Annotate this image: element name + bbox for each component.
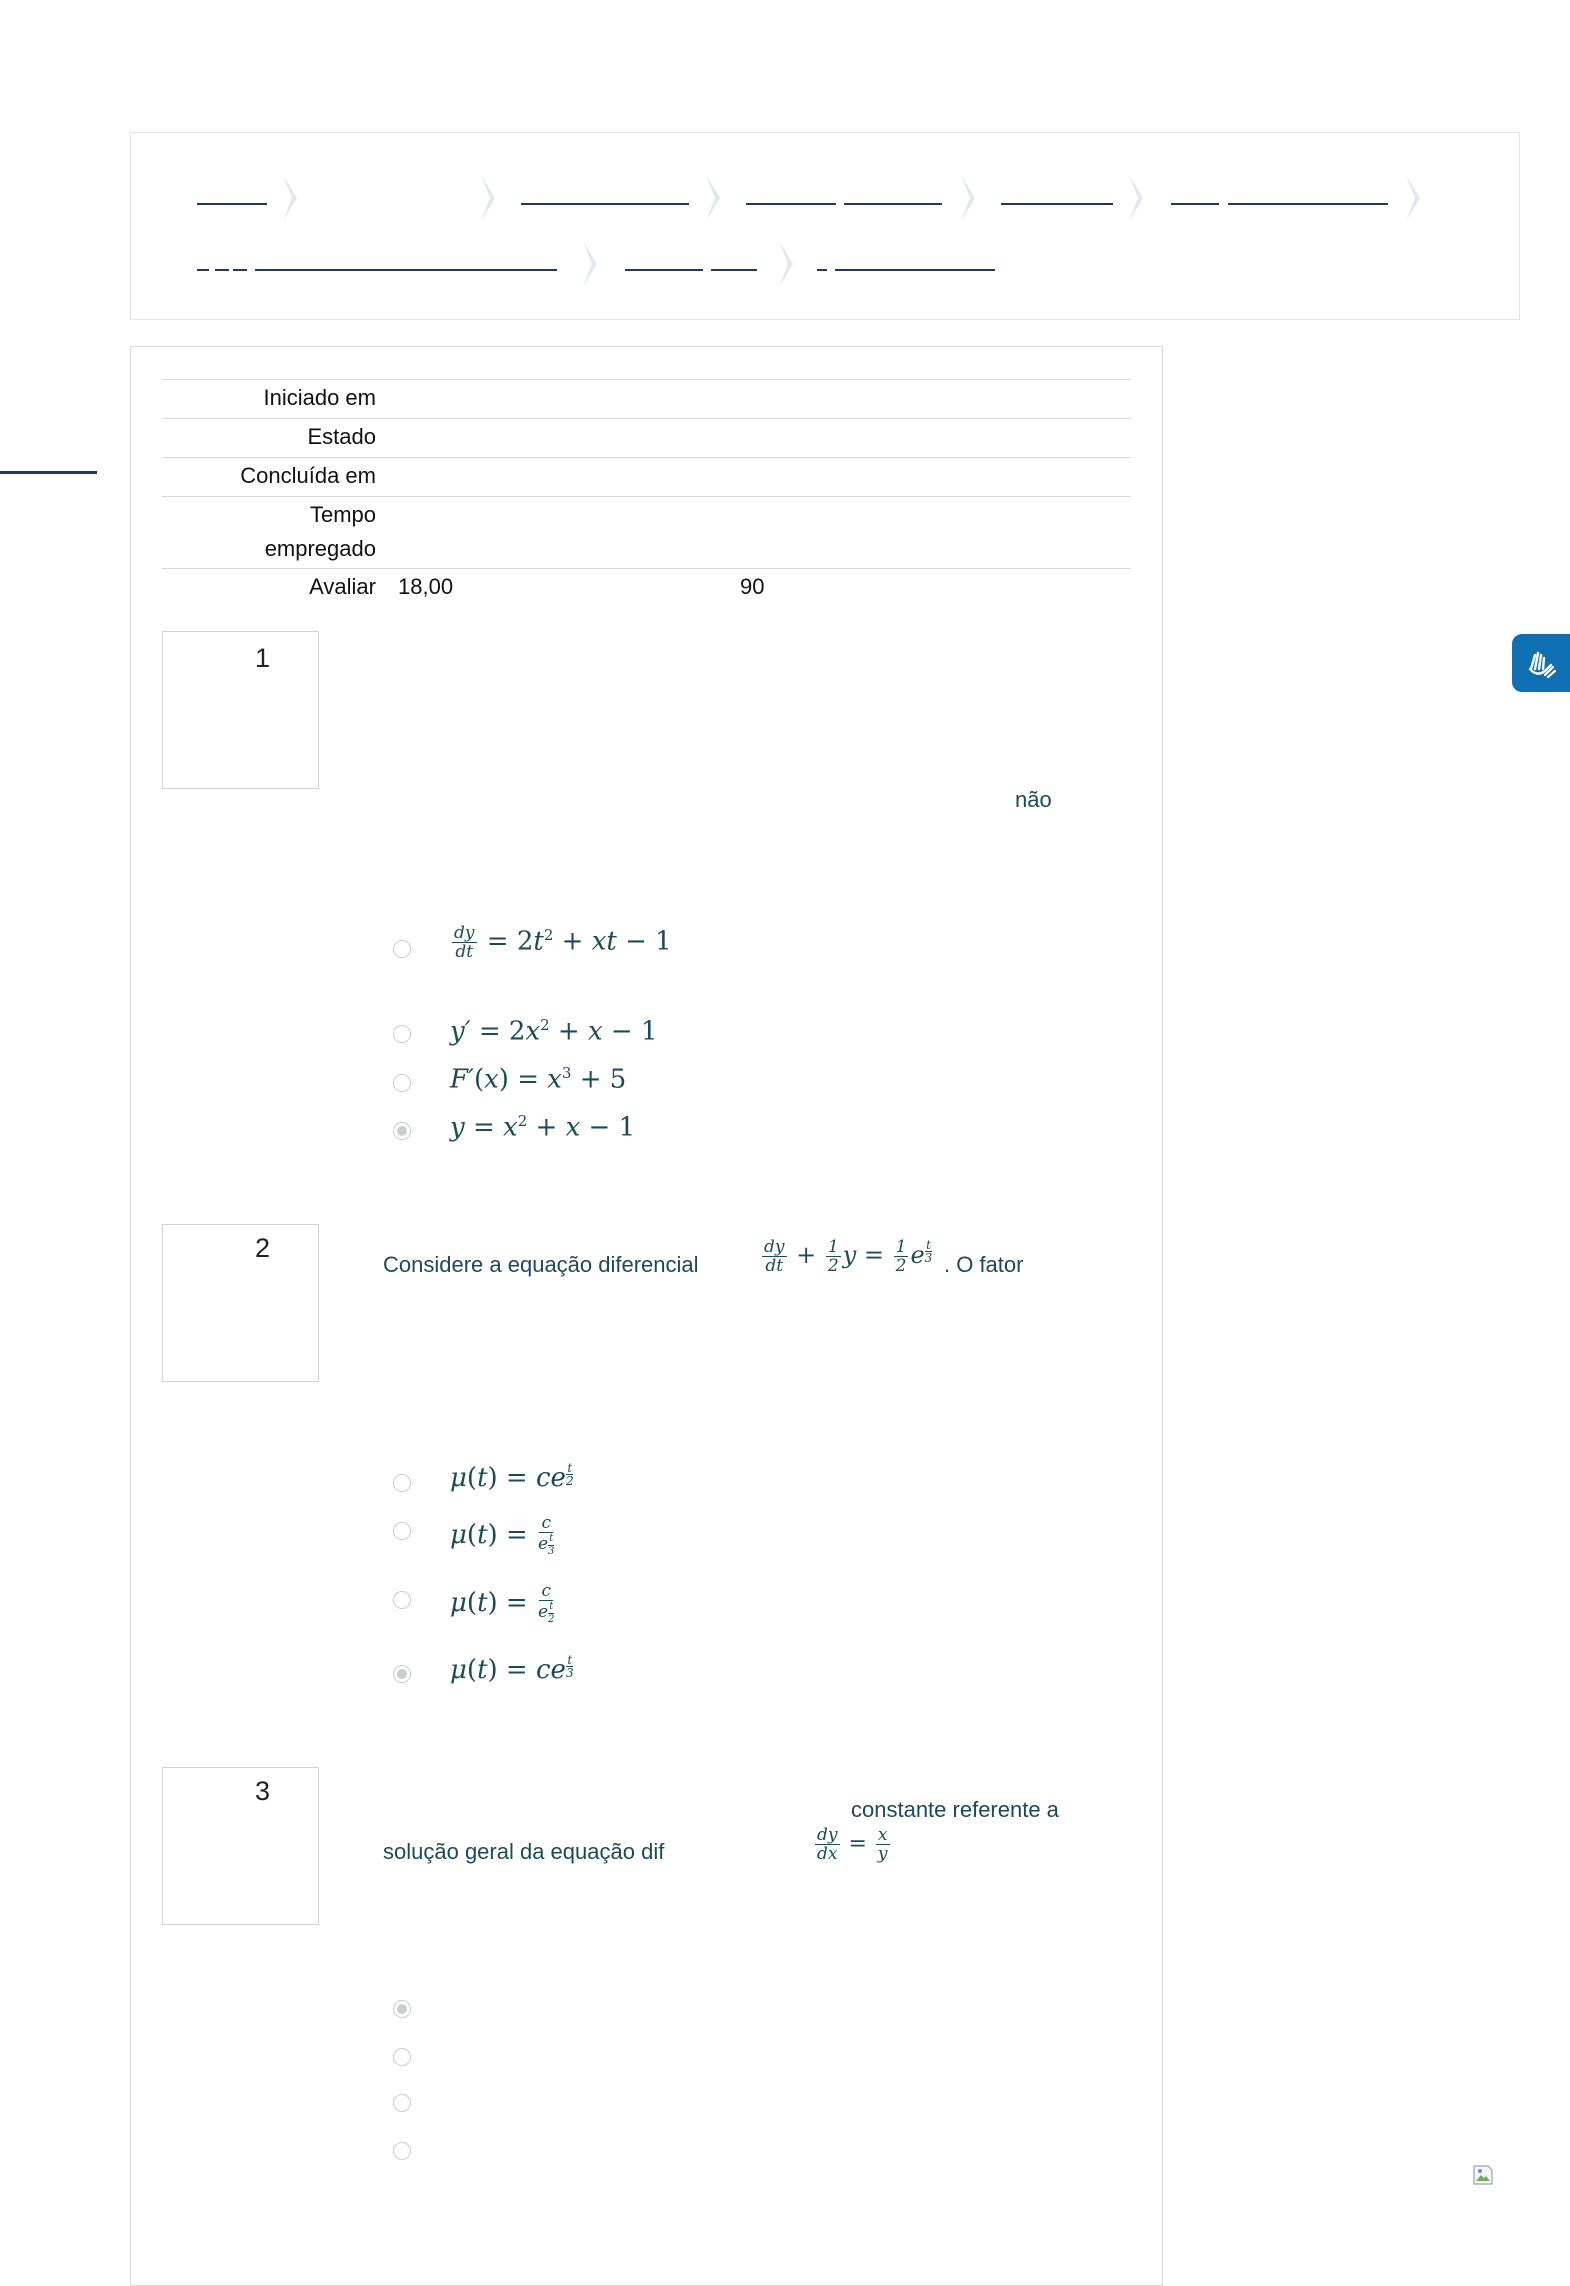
answer-radio[interactable] bbox=[393, 1025, 411, 1043]
breadcrumb-link-3a[interactable] bbox=[746, 203, 836, 205]
question-info-box bbox=[162, 631, 319, 789]
answer-option-math[interactable]: μ(t) = ce $\frac{t}{2}$ bbox=[450, 1461, 574, 1493]
breadcrumb-link-8a[interactable] bbox=[817, 269, 827, 271]
divider bbox=[162, 379, 1131, 380]
chevron-right-icon bbox=[961, 175, 975, 221]
answer-option-math[interactable]: μ(t) = c e $\frac{t}{3}$ bbox=[450, 1513, 555, 1557]
divider bbox=[162, 457, 1131, 458]
answer-option-math[interactable]: $y = x^2 + x - 1$ bbox=[450, 1112, 636, 1143]
question-equation: $\frac{dy}{dt}$ + $\frac{1}{2}$ y = $\frac{1}{2}$ e $\frac{t}{3}$ bbox=[764, 1237, 933, 1276]
breadcrumb-link-7a[interactable] bbox=[625, 269, 703, 271]
chevron-right-icon bbox=[1406, 175, 1420, 221]
answer-radio[interactable] bbox=[393, 2094, 411, 2112]
answer-radio[interactable] bbox=[393, 940, 411, 958]
answer-radio[interactable] bbox=[393, 1591, 411, 1609]
breadcrumb-link-4[interactable] bbox=[1001, 203, 1113, 205]
answer-option-math[interactable]: $y' = 2x^2 + x - 1$ bbox=[450, 1016, 658, 1047]
chevron-right-icon bbox=[706, 175, 720, 221]
answer-radio-selected[interactable] bbox=[393, 1665, 411, 1683]
chevron-right-icon bbox=[779, 241, 793, 287]
chevron-right-icon bbox=[583, 241, 597, 287]
question-number: 3 bbox=[255, 1776, 271, 1806]
broken-image-icon bbox=[1471, 2163, 1495, 2187]
breadcrumb-link-8b[interactable] bbox=[835, 269, 995, 271]
breadcrumb-link-5b[interactable] bbox=[1228, 203, 1388, 205]
answer-option-math[interactable]: $\frac{dy}{dt}$ = $2t^2$ + xt − 1 bbox=[454, 923, 672, 962]
divider bbox=[162, 496, 1131, 497]
question-number: 2 bbox=[255, 1233, 271, 1263]
answer-radio-selected[interactable] bbox=[393, 2000, 411, 2018]
breadcrumb-link-6d[interactable] bbox=[255, 269, 557, 271]
accessibility-button[interactable] bbox=[1512, 634, 1570, 692]
question-info-box bbox=[162, 1224, 319, 1382]
chevron-right-icon bbox=[481, 175, 495, 221]
answer-option-math[interactable]: $F'(x) = x^3 + 5$ bbox=[450, 1064, 627, 1095]
answer-radio[interactable] bbox=[393, 1522, 411, 1540]
question-text: não bbox=[1015, 787, 1052, 812]
question-text: Considere a equação diferencial bbox=[383, 1252, 699, 1277]
answer-option-math[interactable]: μ(t) = ce $\frac{t}{3}$ bbox=[450, 1653, 574, 1685]
breadcrumb-link-6c[interactable] bbox=[233, 269, 247, 271]
summary-grade-max: 90 bbox=[740, 574, 765, 599]
breadcrumb bbox=[130, 132, 1520, 320]
summary-label-state: Estado bbox=[307, 424, 376, 449]
answer-option-math[interactable]: μ(t) = c e $\frac{t}{2}$ bbox=[450, 1581, 555, 1625]
divider bbox=[162, 418, 1131, 419]
summary-grade-value: 18,00 bbox=[398, 574, 454, 599]
answer-radio[interactable] bbox=[393, 2142, 411, 2160]
summary-label-grade: Avaliar bbox=[309, 574, 376, 599]
summary-label-time: Tempo empregado bbox=[264, 502, 376, 561]
sign-language-hands-icon bbox=[1525, 647, 1559, 681]
breadcrumb-link-6b[interactable] bbox=[215, 269, 229, 271]
answer-radio-selected[interactable] bbox=[393, 1122, 411, 1140]
question-text: constante referente a bbox=[851, 1797, 1059, 1822]
answer-radio[interactable] bbox=[393, 2048, 411, 2066]
breadcrumb-link-2[interactable] bbox=[521, 203, 689, 205]
breadcrumb-link-6a[interactable] bbox=[197, 269, 209, 271]
chevron-right-icon bbox=[283, 175, 297, 221]
divider bbox=[162, 568, 1131, 569]
breadcrumb-link-5a[interactable] bbox=[1171, 203, 1219, 205]
question-number: 1 bbox=[255, 643, 271, 673]
summary-label-completed: Concluída em bbox=[240, 463, 376, 488]
question-text: . O fator bbox=[944, 1252, 1024, 1277]
chevron-right-icon bbox=[1129, 175, 1143, 221]
answer-radio[interactable] bbox=[393, 1474, 411, 1492]
breadcrumb-link-3b[interactable] bbox=[844, 203, 942, 205]
question-equation: $\frac{dy}{dx}$ = $\frac{x}{y}$ bbox=[817, 1825, 888, 1864]
question-info-box bbox=[162, 1767, 319, 1925]
summary-label-started: Iniciado em bbox=[263, 385, 376, 410]
drawer-toggle-bar[interactable] bbox=[0, 471, 97, 474]
answer-radio[interactable] bbox=[393, 1074, 411, 1092]
breadcrumb-link-7b[interactable] bbox=[711, 269, 757, 271]
question-text: solução geral da equação dif bbox=[383, 1839, 665, 1864]
breadcrumb-link-1[interactable] bbox=[197, 203, 267, 205]
